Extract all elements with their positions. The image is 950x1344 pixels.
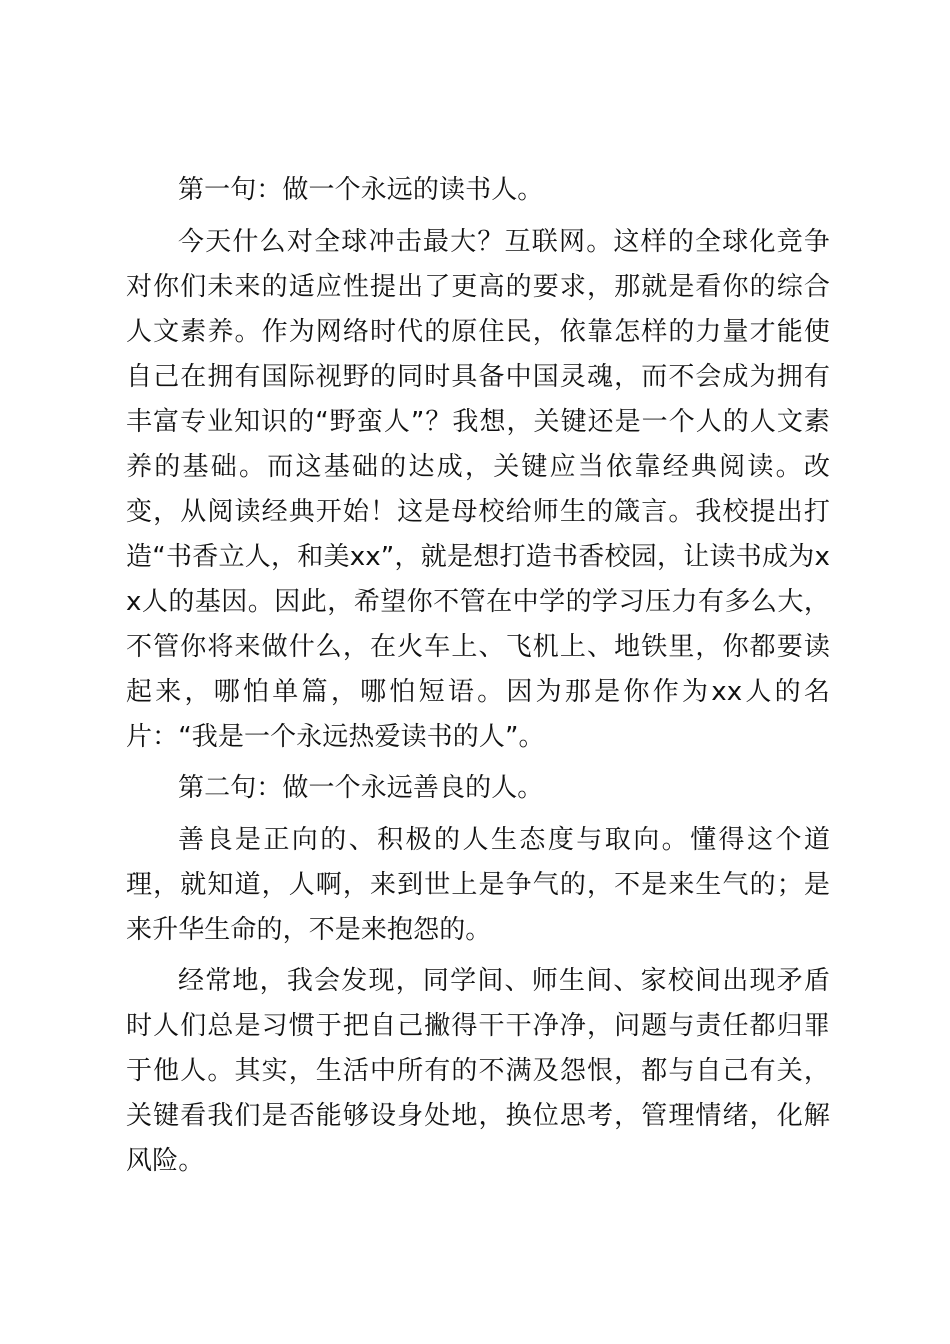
document-body: [126, 168, 830, 1191]
heading-second-sentence: 第二句：做一个永远善良的人。: [178, 773, 544, 803]
heading-first-sentence: 第一句：做一个永远的读书人。: [178, 175, 544, 205]
paragraph-reading: 今天什么对全球冲击最大？互联网。这样的全球化竞争对你们未来的适应性提出了更高的要求，那就是看你的综合人文素养。作为网络时代的原住民，依靠怎样的力量才能使自己在拥有国际视野的同时具备中国灵魂，而不会成为拥有丰富专业知识的“野蛮人”？我想，关键还是一个人的人文素养的基础。而这基础的达成，关键应当依靠经典阅读。改变，从阅读经典开始！这是母校给师生的箴言。我校提出打造“书香立人，和美xx”，就是想打造书香校园，让读书成为xx人的基因。因此，希望你不管在中学的学习压力有多么大，不管你将来做什么，在火车上、飞机上、地铁里，你都要读起来，哪怕单篇，哪怕短语。因为那是你作为xx人的名片：“我是一个永远热爱读书的人”。: [126, 226, 830, 752]
paragraph-kindness: 善良是正向的、积极的人生态度与取向。懂得这个道理，就知道，人啊，来到世上是争气的，不是来生气的；是来升华生命的，不是来抱怨的。: [126, 824, 830, 945]
paragraph-conflicts: 经常地，我会发现，同学间、师生间、家校间出现矛盾时人们总是习惯于把自己撇得干干净净，问题与责任都归罪于他人。其实，生活中所有的不满及怨恨，都与自己有关，关键看我们是否能够设身处地，换位思考，管理情绪，化解风险。: [126, 966, 830, 1176]
